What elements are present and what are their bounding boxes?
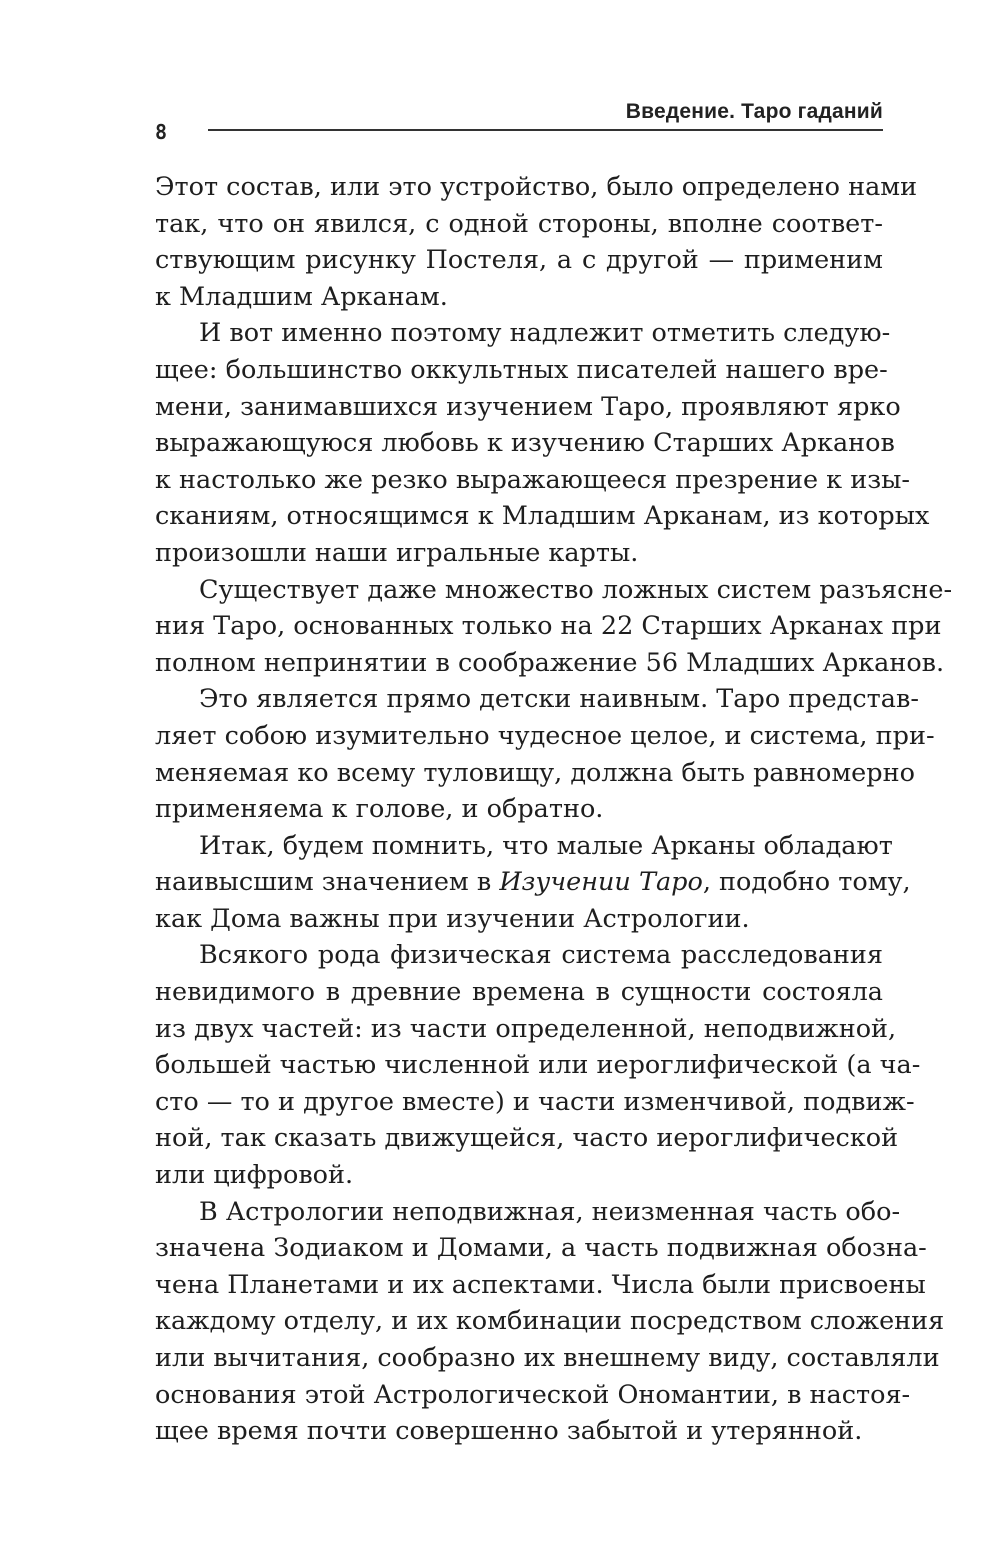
text-line: Этот состав, или это устройство, было определено нами xyxy=(155,172,918,202)
text-line: или вычитания, сообразно их внешнему виду, составляли xyxy=(155,1343,940,1373)
running-head: Введение. Таро гаданий xyxy=(625,100,883,123)
paragraph-4 xyxy=(155,681,935,827)
text-line: к настолько же резко выражающееся презрение к изы- xyxy=(155,464,911,495)
text-line: как Дома важны при изучении Астрологии. xyxy=(155,903,750,934)
text-line: ния Таро, основанных только на 22 Старших Арканах при xyxy=(155,611,942,642)
text-line: выражающуюся любовь к изучению Старших Арканов xyxy=(155,428,895,459)
page-number: 8 xyxy=(155,120,168,144)
text-line: Всякого рода физическая система расследования xyxy=(199,940,883,971)
text-line: так, что он явился, с одной стороны, вполне соответ- xyxy=(155,208,883,239)
text-line: сканиям, относящимся к Младшим Арканам, из которых xyxy=(155,501,930,532)
text-line: полном непринятии в соображение 56 Младших Арканов. xyxy=(155,647,945,678)
text-line: Итак, будем помнить, что малые Арканы обладают xyxy=(199,830,893,861)
text-line: щее: большинство оккультных писателей нашего вре- xyxy=(155,354,888,385)
text-line: каждому отделу, и их комбинации посредством сложения xyxy=(155,1306,945,1337)
paragraph-3 xyxy=(155,572,953,682)
text-line: большей частью численной или иероглифической (а ча- xyxy=(155,1050,921,1081)
text-line: к Младшим Арканам. xyxy=(155,281,448,312)
text-line: значена Зодиаком и Домами, а часть подвижная обозна- xyxy=(155,1233,927,1264)
paragraph-5 xyxy=(155,828,911,938)
text-line: щее время почти совершенно забытой и утерянной. xyxy=(155,1416,863,1447)
text-line: ной, так сказать движущейся, часто иероглифической xyxy=(155,1123,899,1154)
text-line: Существует даже множество ложных систем разъясне- xyxy=(199,574,953,605)
text-line: применяема к голове, и обратно. xyxy=(155,794,604,825)
text-line: невидимого в древние времена в сущности состояла xyxy=(155,977,883,1008)
text-line: чена Планетами и их аспектами. Числа были присвоены xyxy=(155,1269,926,1300)
page-header xyxy=(155,100,883,144)
text-line: И вот именно поэтому надлежит отметить следую- xyxy=(199,318,891,349)
paragraph-2 xyxy=(155,315,930,571)
text-line: ствующим рисунку Постеля, а с другой — применим xyxy=(155,245,883,276)
text-line: ляет собою изумительно чудесное целое, и система, при- xyxy=(155,720,935,751)
text-run: наивысшим значением в xyxy=(155,867,500,898)
paragraph-6 xyxy=(155,937,921,1193)
body-text xyxy=(155,169,953,1450)
text-line xyxy=(155,864,911,901)
text-line: В Астрологии неподвижная, неизменная часть обо- xyxy=(199,1196,901,1227)
text-line: или цифровой. xyxy=(155,1160,354,1191)
text-line: Это является прямо детски наивным. Таро представ- xyxy=(199,684,919,715)
text-line: мени, занимавшихся изучением Таро, проявляют ярко xyxy=(155,391,901,422)
text-line: сто — то и другое вместе) и части изменчивой, подвиж- xyxy=(155,1086,915,1117)
italic-title: Изучении Таро xyxy=(499,867,703,898)
paragraph-7 xyxy=(155,1194,945,1450)
text-run: , подобно тому, xyxy=(702,867,911,898)
text-line: основания этой Астрологической Ономантии, в настоя- xyxy=(155,1379,911,1410)
paragraph-1 xyxy=(155,169,918,315)
text-line: из двух частей: из части определенной, неподвижной, xyxy=(155,1013,897,1044)
text-line: произошли наши игральные карты. xyxy=(155,537,639,568)
header-rule xyxy=(208,129,883,131)
text-line: меняемая ко всему туловищу, должна быть равномерно xyxy=(155,757,915,788)
